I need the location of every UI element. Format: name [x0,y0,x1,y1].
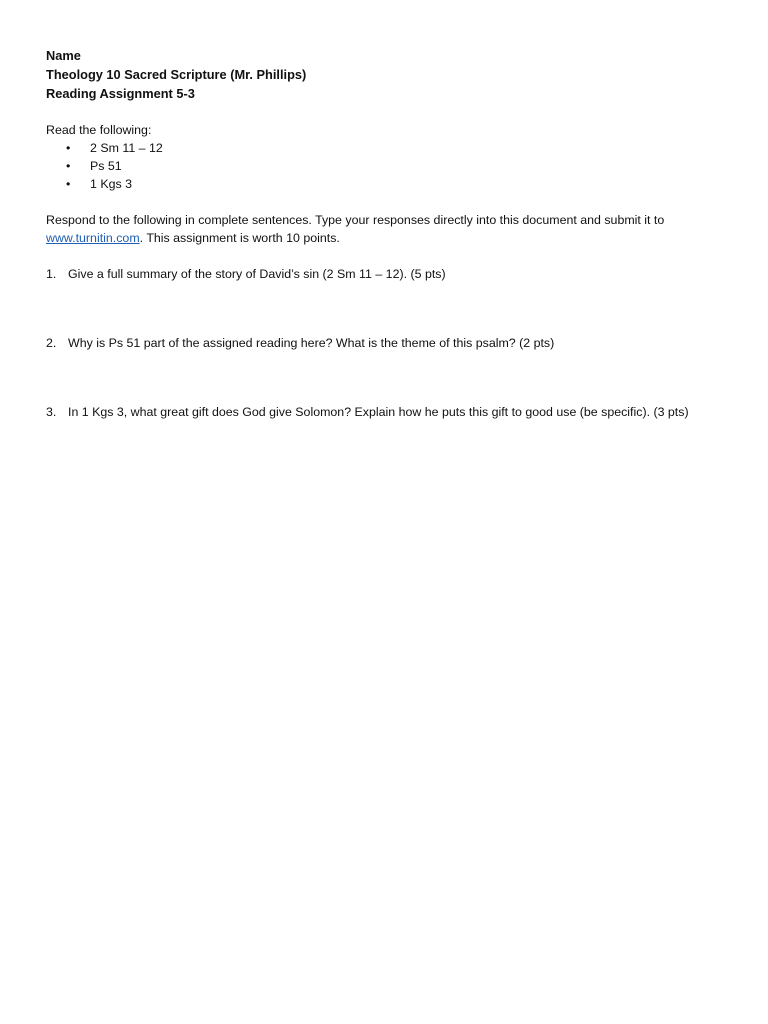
question-item [46,334,726,352]
reading-item-text: 1 Kgs 3 [90,177,133,191]
question-text: Why is Ps 51 part of the assigned reading here? What is the theme of this psalm? (2 pts) [68,336,555,350]
question-number: 2. [46,336,57,350]
reading-item-text: 2 Sm 11 – 12 [90,141,163,155]
reading-intro: Read the following: [46,123,152,137]
question-text: Give a full summary of the story of David’s sin (2 Sm 11 – 12). (5 pts) [68,267,446,281]
course-title: Theology 10 Sacred Scripture (Mr. Phillips) [46,67,307,82]
reading-item-text: Ps 51 [90,159,122,173]
bullet-icon: • [66,159,71,173]
turnitin-link[interactable]: www.turnitin.com [46,231,140,245]
reading-list [46,139,726,193]
instructions-paragraph [46,211,726,247]
question-item [46,403,726,421]
bullet-icon: • [66,177,71,191]
reading-item [46,157,726,175]
question-text: In 1 Kgs 3, what great gift does God give Solomon? Explain how he puts this gift to good use (be specific). (3 pts) [68,405,689,419]
name-label: Name [46,48,81,63]
reading-item [46,139,726,157]
bullet-icon: • [66,141,71,155]
question-number: 3. [46,405,57,419]
question-list [46,265,726,421]
question-item [46,265,726,283]
instructions-text: Respond to the following in complete sentences. Type your responses directly into this document and submit it to [46,213,665,227]
question-number: 1. [46,267,57,281]
document-header [46,46,726,103]
assignment-title: Reading Assignment 5-3 [46,86,195,101]
reading-item [46,175,726,193]
instructions-points-text: . This assignment is worth 10 points. [139,231,340,245]
document-content [46,46,726,472]
